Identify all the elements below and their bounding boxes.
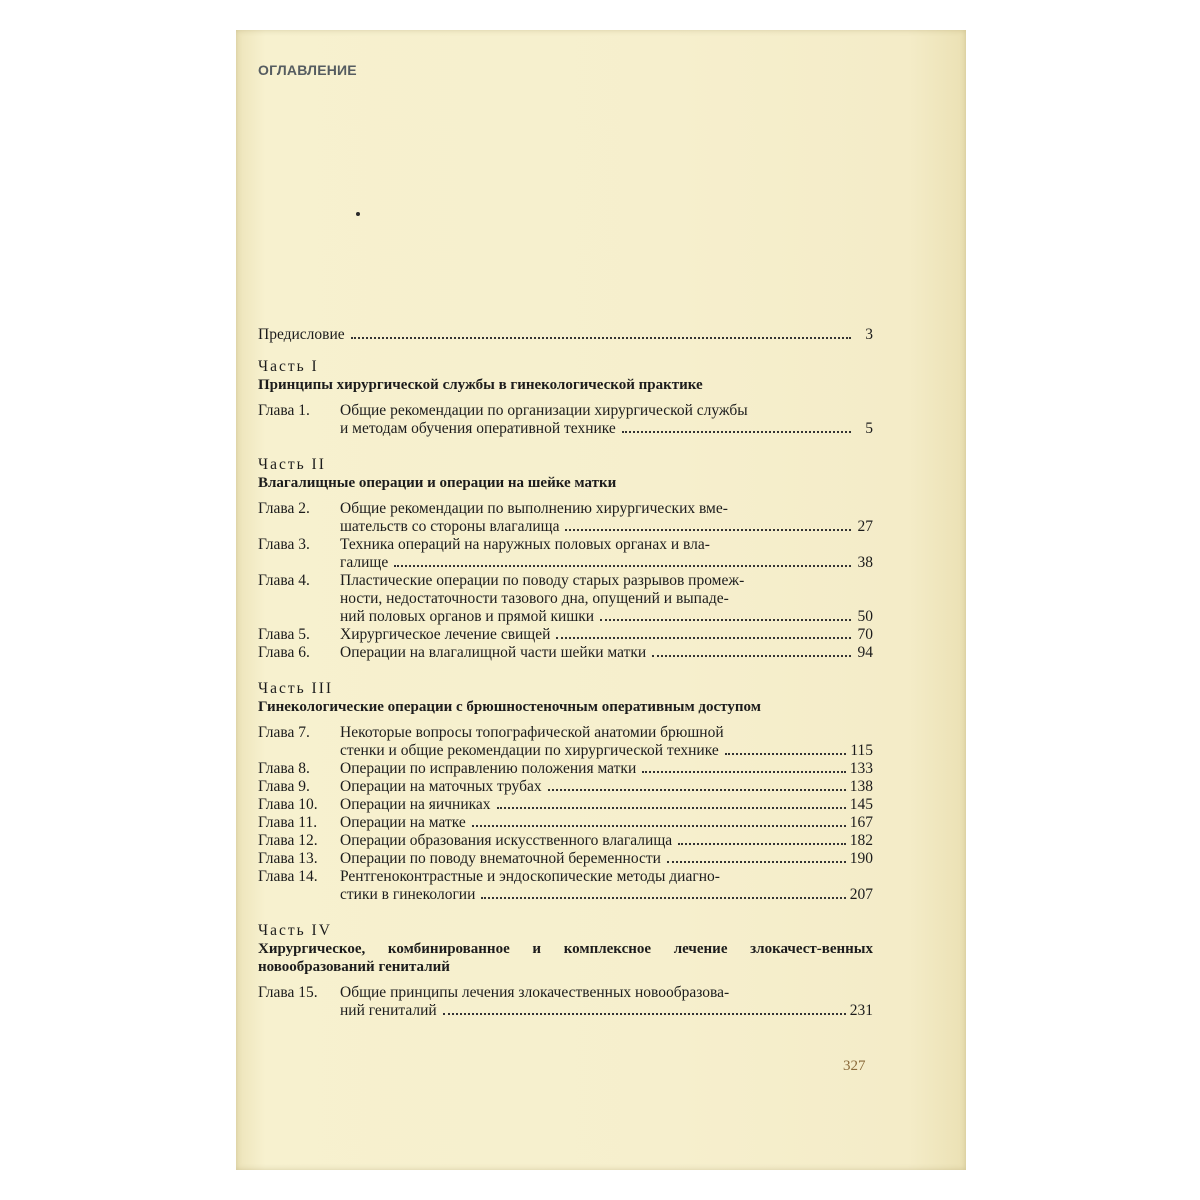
page-number: 327 <box>843 1058 866 1074</box>
toc-entry-chapter[interactable] <box>258 724 873 760</box>
chapter-title-line: Операции по поводу внематочной беременности <box>340 850 661 867</box>
book-page <box>236 30 966 1170</box>
chapter-title-line: Операции на влагалищной части шейки матки <box>340 644 647 661</box>
part-title[interactable]: Принципы хирургической службы в гинекологической практике <box>258 377 703 393</box>
toc-entry-chapter[interactable] <box>258 868 873 904</box>
chapter-title-line: Общие рекомендации по организации хирургической службы <box>340 402 748 419</box>
chapter-page: 115 <box>850 742 873 759</box>
chapter-title-line: ний половых органов и прямой кишки <box>340 608 595 625</box>
toc-entry-preface[interactable] <box>258 326 873 344</box>
chapter-label: Глава 6. <box>258 644 310 661</box>
toc-entry-chapter[interactable] <box>258 644 873 662</box>
table-of-contents <box>258 326 873 1024</box>
dot-leader <box>472 825 846 827</box>
dot-leader <box>497 807 846 809</box>
dot-leader <box>652 655 851 657</box>
chapter-label: Глава 12. <box>258 832 318 849</box>
dot-leader <box>667 861 846 863</box>
toc-entry-chapter[interactable] <box>258 626 873 644</box>
dot-leader <box>622 431 851 433</box>
dot-leader <box>443 1013 846 1015</box>
toc-entry-chapter[interactable] <box>258 814 873 832</box>
part-label: Часть III <box>258 680 334 697</box>
part-label: Часть II <box>258 456 326 473</box>
chapter-title-line: Пластические операции по поводу старых разрывов промеж- <box>340 572 745 589</box>
part-label: Часть IV <box>258 922 332 939</box>
chapter-label: Глава 1. <box>258 402 310 419</box>
chapter-title-line: ности, недостаточности тазового дна, опущений и выпаде- <box>340 590 729 607</box>
chapter-title-line: и методам обучения оперативной технике <box>340 420 616 437</box>
chapter-page: 138 <box>849 778 873 795</box>
chapter-label: Глава 3. <box>258 536 310 553</box>
dot-leader <box>565 529 851 531</box>
chapter-title-line: галище <box>340 554 389 571</box>
chapter-title-line: Операции на яичниках <box>340 796 491 813</box>
entry-page: 3 <box>865 326 873 343</box>
chapter-title-line: Хирургическое лечение свищей <box>340 626 551 643</box>
chapter-title-line: стики в гинекологии <box>340 886 476 903</box>
chapter-page: 133 <box>849 760 873 777</box>
chapter-page: 182 <box>849 832 873 849</box>
toc-entry-chapter[interactable] <box>258 850 873 868</box>
chapter-label: Глава 11. <box>258 814 318 831</box>
toc-entry-chapter[interactable] <box>258 984 873 1020</box>
chapter-label: Глава 14. <box>258 868 318 885</box>
dot-leader <box>556 637 851 639</box>
part-title[interactable]: Хирургическое, комбинированное и комплексное лечение злокачест-венных новообразований гениталий <box>258 941 873 975</box>
chapter-page: 207 <box>849 886 873 903</box>
chapter-title-line: шательств со стороны влагалища <box>340 518 560 535</box>
chapter-label: Глава 7. <box>258 724 310 741</box>
chapter-title-line: Общие рекомендации по выполнению хирургических вме- <box>340 500 728 517</box>
chapter-page: 145 <box>849 796 873 813</box>
toc-entry-chapter[interactable] <box>258 760 873 778</box>
toc-entry-chapter[interactable] <box>258 796 873 814</box>
chapter-page: 167 <box>849 814 873 831</box>
chapter-title-line: Рентгеноконтрастные и эндоскопические методы диагно- <box>340 868 720 885</box>
chapter-title-line: Операции на маточных трубах <box>340 778 542 795</box>
dot-leader <box>548 789 846 791</box>
chapter-title-line: Операции на матке <box>340 814 466 831</box>
dot-leader <box>678 843 846 845</box>
chapter-page: 190 <box>849 850 873 867</box>
toc-entry-chapter[interactable] <box>258 500 873 536</box>
toc-entry-chapter[interactable] <box>258 778 873 796</box>
chapter-label: Глава 10. <box>258 796 318 813</box>
chapter-page: 38 <box>857 554 873 571</box>
dot-leader <box>642 771 846 773</box>
chapter-title-line: Техника операций на наружных половых органах и вла- <box>340 536 710 553</box>
part-title[interactable]: Гинекологические операции с брюшностеночным оперативным доступом <box>258 699 761 715</box>
chapter-label: Глава 2. <box>258 500 310 517</box>
dot-leader <box>481 897 845 899</box>
chapter-page: 27 <box>857 518 873 535</box>
chapter-label: Глава 8. <box>258 760 310 777</box>
part-label: Часть I <box>258 358 319 375</box>
toc-entry-chapter[interactable] <box>258 536 873 572</box>
chapter-label: Глава 13. <box>258 850 318 867</box>
toc-entry-chapter[interactable] <box>258 832 873 850</box>
toc-entry-chapter[interactable] <box>258 402 873 438</box>
chapter-title-line: Операции образования искусственного влагалища <box>340 832 673 849</box>
toc-entry-chapter[interactable] <box>258 572 873 626</box>
chapter-label: Глава 9. <box>258 778 310 795</box>
parts-container <box>258 358 873 1024</box>
dot-leader <box>725 753 847 755</box>
ink-speck <box>356 212 360 216</box>
chapter-title-line: стенки и общие рекомендации по хирургической технике <box>340 742 719 759</box>
chapter-title-line: Некоторые вопросы топографической анатомии брюшной <box>340 724 724 741</box>
chapter-label: Глава 4. <box>258 572 310 589</box>
dot-leader <box>351 337 851 339</box>
chapter-title-line: Операции по исправлению положения матки <box>340 760 637 777</box>
chapter-page: 5 <box>865 420 873 437</box>
dot-leader <box>394 565 851 567</box>
part-title[interactable]: Влагалищные операции и операции на шейке матки <box>258 475 617 491</box>
chapter-page: 70 <box>857 626 873 643</box>
dot-leader <box>600 619 851 621</box>
chapter-page: 94 <box>857 644 873 661</box>
chapter-title-line: ний гениталий <box>340 1002 437 1019</box>
chapter-label: Глава 5. <box>258 626 310 643</box>
contents-heading: ОГЛАВЛЕНИЕ <box>258 62 357 78</box>
chapter-page: 50 <box>857 608 873 625</box>
entry-title: Предисловие <box>258 326 345 343</box>
chapter-page: 231 <box>849 1002 873 1019</box>
chapter-label: Глава 15. <box>258 984 318 1001</box>
chapter-title-line: Общие принципы лечения злокачественных новообразова- <box>340 984 730 1001</box>
